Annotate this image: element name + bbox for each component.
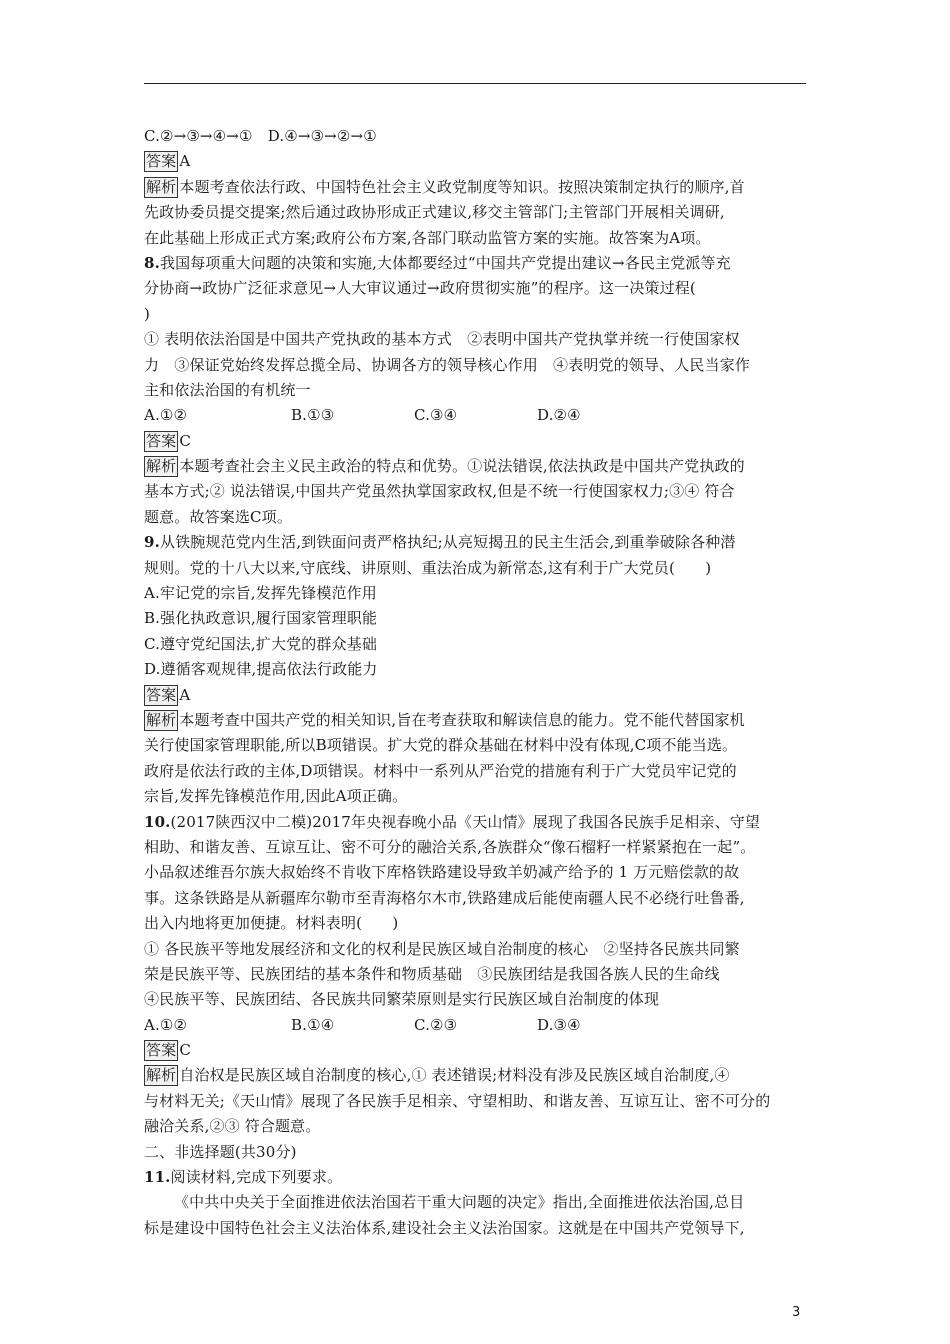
q11-material: 标是建设中国特色社会主义法治体系,建设社会主义法治国家。这就是在中国共产党领导下,: [144, 1218, 745, 1237]
q9-analysis-text: 宗旨,发挥先锋模范作用,因此A项正确。: [144, 787, 408, 806]
q10-stem-line: 相助、和谐友善、互谅互让、密不可分的融洽关系,各族群众“像石榴籽一样紧紧抱在一起”。: [144, 837, 756, 856]
q10-answer-line: [144, 1038, 808, 1063]
q9-option-a: A.牢记党的宗旨,发挥先锋模范作用: [144, 584, 377, 603]
q9-stem-line: 9.从铁腕规范党内生活,到铁面问责严格执纪;从亮短揭丑的民主生活会,到重拳破除各种潜: [144, 533, 736, 552]
q11-number: 11.: [144, 1168, 171, 1187]
q10-stem-line: 10.(2017陕西汉中二模)2017年央视春晚小品《天山情》展现了我国各民族手足相亲、守望: [144, 812, 761, 831]
analysis-tag: 解析: [146, 457, 177, 476]
prev-analysis-line: 解析 本题考查依法行政、中国特色社会主义政党制度等知识。按照决策制定执行的顺序,首: [146, 177, 745, 196]
q10-options: [144, 1013, 808, 1038]
q9-option-d: D.遵循客观规律,提高依法行政能力: [144, 660, 378, 679]
q8-stem-line: 8.我国每项重大问题的决策和实施,大体都要经过“中国共产党提出建议→各民主党派等充: [144, 253, 731, 272]
prev-options: C.②→③→④→① D.④→③→②→①: [144, 127, 377, 145]
prev-analysis-text: 先政协委员提交提案;然后通过政协形成正式建议,移交主管部门;主管部门开展相关调研,: [144, 203, 725, 222]
q10-number: 10.: [144, 812, 171, 831]
q8-option-c: C.③④: [414, 406, 458, 425]
analysis-tag: 解析: [146, 177, 177, 196]
page-number: 3: [792, 1305, 801, 1320]
prev-answer-line: [144, 149, 808, 174]
q10-statement: ① 各民族平等地发展经济和文化的权利是民族区域自治制度的核心 ②坚持各民族共同繁: [144, 939, 740, 958]
q8-answer-value: C: [179, 431, 191, 450]
q10-analysis-line: 解析 自治权是民族区域自治制度的核心,① 表述错误;材料没有涉及民族区域自治制度,④: [146, 1066, 730, 1085]
q8-option-d: D.②④: [537, 406, 581, 425]
page-content: [144, 124, 808, 1241]
q9-stem-line: 规则。党的十八大以来,守底线、讲原则、重法治成为新常态,这有利于广大党员( ): [144, 558, 712, 577]
q10-stem-line: 事。这条铁路是从新疆库尔勒市至青海格尔木市,铁路建成后能使南疆人民不必绕行吐鲁番,: [144, 888, 745, 907]
prev-analysis-text: 在此基础上形成正式方案;政府公布方案,各部门联动监管方案的实施。故答案为A项。: [144, 228, 711, 247]
q9-option-c: C.遵守党纪国法,扩大党的群众基础: [144, 634, 378, 653]
answer-tag: 答案: [146, 431, 177, 450]
q10-option-b: B.①④: [291, 1015, 335, 1034]
q9-answer-line: [144, 683, 808, 708]
q8-analysis-text: 题意。故答案选C项。: [144, 507, 292, 526]
q10-analysis-text: 融洽关系,②③ 符合题意。: [144, 1117, 321, 1136]
q8-analysis-line: 解析 本题考查社会主义民主政治的特点和优势。①说法错误,依法执政是中国共产党执政的: [146, 457, 745, 476]
prev-answer-value: A: [179, 152, 191, 171]
q9-analysis-text: 关行使国家管理职能,所以B项错误。扩大党的群众基础在材料中没有体现,C项不能当选。: [144, 736, 738, 755]
q10-option-c: C.②③: [414, 1015, 458, 1034]
q10-answer-value: C: [179, 1041, 191, 1060]
q10-option-d: D.③④: [537, 1015, 581, 1034]
q9-answer-value: A: [179, 685, 191, 704]
q8-options: [144, 403, 808, 428]
analysis-tag: 解析: [146, 710, 177, 729]
answer-tag: 答案: [146, 1041, 177, 1060]
q8-number: 8.: [144, 253, 160, 272]
answer-tag: 答案: [146, 685, 177, 704]
q8-option-b: B.①③: [291, 406, 335, 425]
header-rule: [144, 83, 806, 84]
q8-stem-line: 分协商→政协广泛征求意见→人大审议通过→政府贯彻实施”的程序。这一决策过程(: [144, 279, 696, 298]
q10-stem-line: 小品叙述维吾尔族大叔始终不肯收下库格铁路建设导致羊奶减产给予的 1 万元赔偿款的故: [144, 863, 740, 882]
q8-option-a: A.①②: [144, 406, 188, 425]
analysis-tag: 解析: [146, 1066, 177, 1085]
q10-stem-line: 出入内地将更加便捷。材料表明( ): [144, 914, 399, 933]
q9-analysis-line: 解析 本题考查中国共产党的相关知识,旨在考查获取和解读信息的能力。党不能代替国家机: [146, 710, 745, 729]
q8-stem-line: ): [144, 304, 151, 323]
q11-material: 《中共中央关于全面推进依法治国若干重大问题的决定》指出,全面推进依法治国,总目: [174, 1193, 745, 1212]
q8-answer-line: [144, 429, 808, 454]
q8-statement: ① 表明依法治国是中国共产党执政的基本方式 ②表明中国共产党执掌并统一行使国家权: [144, 330, 740, 349]
answer-tag: 答案: [146, 152, 177, 171]
q10-statement: 荣是民族平等、民族团结的基本条件和物质基础 ③民族团结是我国各族人民的生命线: [144, 964, 720, 983]
q8-statement: 主和依法治国的有机统一: [144, 380, 311, 399]
q8-statement: 力 ③保证党始终发挥总揽全局、协调各方的领导核心作用 ④表明党的领导、人民当家作: [144, 355, 751, 374]
q11-stem-line: 11.阅读材料,完成下列要求。: [144, 1168, 343, 1187]
q10-statement: ④民族平等、民族团结、各民族共同繁荣原则是实行民族区域自治制度的体现: [144, 990, 660, 1009]
q9-option-b: B.强化执政意识,履行国家管理职能: [144, 609, 378, 628]
q9-analysis-text: 政府是依法行政的主体,D项错误。材料中一系列从严治党的措施有利于广大党员牢记党的: [144, 761, 737, 780]
q9-number: 9.: [144, 533, 160, 552]
q10-option-a: A.①②: [144, 1015, 188, 1034]
q10-analysis-text: 与材料无关;《天山情》展现了各民族手足相亲、守望相助、和谐友善、互谅互让、密不可分的: [144, 1091, 771, 1110]
q8-analysis-text: 基本方式;② 说法错误,中国共产党虽然执掌国家政权,但是不统一行使国家权力;③④ 符合: [144, 482, 735, 501]
section-title: 二、非选择题(共30分): [144, 1142, 297, 1161]
